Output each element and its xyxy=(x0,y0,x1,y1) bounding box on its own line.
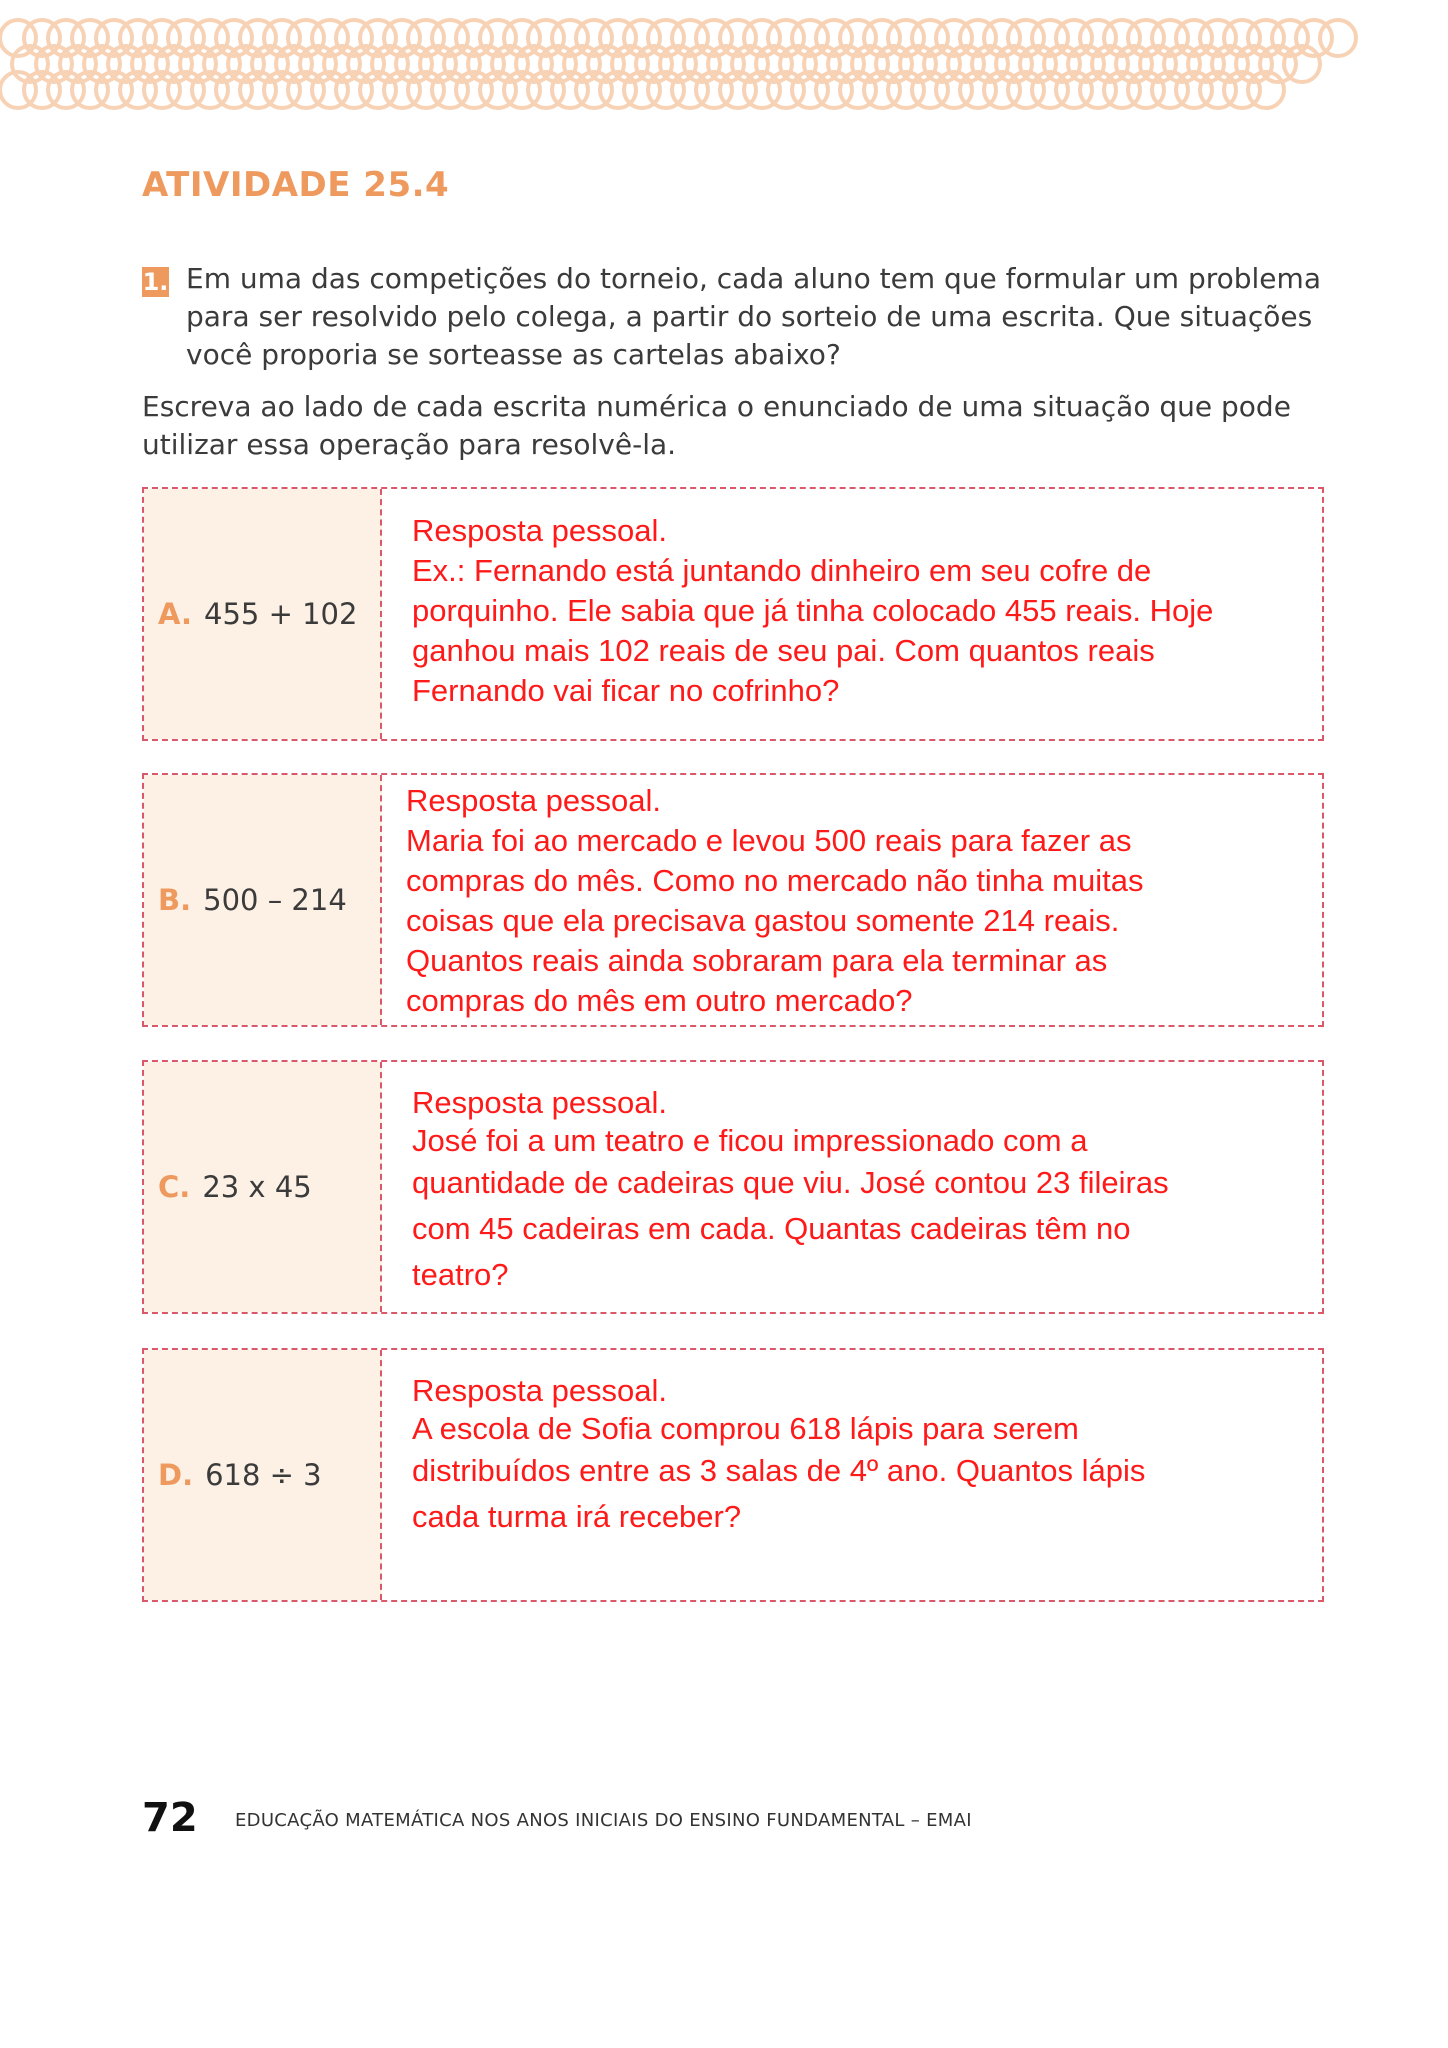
item-answer xyxy=(412,511,1308,711)
activity-title: ATIVIDADE 25.4 xyxy=(142,165,450,205)
answer-line: coisas que ela precisava gastou somente 214 reais. xyxy=(406,903,1120,938)
answer-line: José foi a um teatro e ficou impressionado com a xyxy=(412,1123,1088,1158)
item-expression: 23 x 45 xyxy=(202,1170,312,1204)
answer-line: quantidade de cadeiras que viu. José contou 23 fileiras xyxy=(412,1165,1169,1200)
question-text: Em uma das competições do torneio, cada aluno tem que formular um problema para ser resolvido pelo colega, a partir do sorteio de uma escrita. Que situações você proporia se sorteasse as cartelas abaixo? xyxy=(186,262,1321,371)
answer-line: Resposta pessoal. xyxy=(412,1085,668,1120)
answer-line: cada turma irá receber? xyxy=(412,1499,742,1534)
item-expression-cell xyxy=(144,1062,382,1312)
item-expression: 455 + 102 xyxy=(204,597,358,631)
answer-line: Fernando vai ficar no cofrinho? xyxy=(412,673,840,708)
decorative-circles-banner xyxy=(0,0,1448,130)
item-expression: 500 – 214 xyxy=(203,883,347,917)
answer-line: teatro? xyxy=(412,1257,509,1292)
answer-line: compras do mês. Como no mercado não tinha muitas xyxy=(406,863,1144,898)
answer-line: Quantos reais ainda sobraram para ela terminar as xyxy=(406,943,1108,978)
item-expression: 618 ÷ 3 xyxy=(205,1458,322,1492)
answer-line: distribuídos entre as 3 salas de 4º ano. Quantos lápis xyxy=(412,1453,1146,1488)
item-box-c xyxy=(142,1060,1324,1314)
answer-line: compras do mês em outro mercado? xyxy=(406,983,913,1018)
answer-line: Ex.: Fernando está juntando dinheiro em seu cofre de xyxy=(412,553,1152,588)
item-box-b xyxy=(142,773,1324,1027)
item-expression-cell xyxy=(144,489,382,739)
page-number: 72 xyxy=(142,1795,198,1841)
answer-line: Resposta pessoal. xyxy=(412,513,668,548)
answer-line: com 45 cadeiras em cada. Quantas cadeiras têm no xyxy=(412,1211,1131,1246)
item-box-a xyxy=(142,487,1324,741)
item-expression-cell xyxy=(144,1350,382,1600)
answer-line: Maria foi ao mercado e levou 500 reais para fazer as xyxy=(406,823,1132,858)
item-letter: B. xyxy=(158,883,192,917)
question-number-badge: 1. xyxy=(142,268,169,296)
item-box-d xyxy=(142,1348,1324,1602)
footer-text: EDUCAÇÃO MATEMÁTICA NOS ANOS INICIAIS DO ENSINO FUNDAMENTAL – EMAI xyxy=(235,1810,972,1831)
item-letter: C. xyxy=(158,1170,191,1204)
item-answer xyxy=(412,1372,1308,1540)
item-answer xyxy=(406,781,1308,1021)
item-expression-cell xyxy=(144,775,382,1025)
instruction-text: Escreva ao lado de cada escrita numérica o enunciado de uma situação que pode utilizar essa operação para resolvê-la. xyxy=(142,390,1291,461)
item-answer xyxy=(412,1084,1308,1298)
item-letter: A. xyxy=(158,597,192,631)
answer-line: ganhou mais 102 reais de seu pai. Com quantos reais xyxy=(412,633,1155,668)
answer-line: Resposta pessoal. xyxy=(412,1373,668,1408)
answer-line: Resposta pessoal. xyxy=(406,783,662,818)
item-letter: D. xyxy=(158,1458,194,1492)
answer-line: porquinho. Ele sabia que já tinha colocado 455 reais. Hoje xyxy=(412,593,1214,628)
decorative-circle xyxy=(1320,20,1356,56)
answer-line: A escola de Sofia comprou 618 lápis para serem xyxy=(412,1411,1079,1446)
